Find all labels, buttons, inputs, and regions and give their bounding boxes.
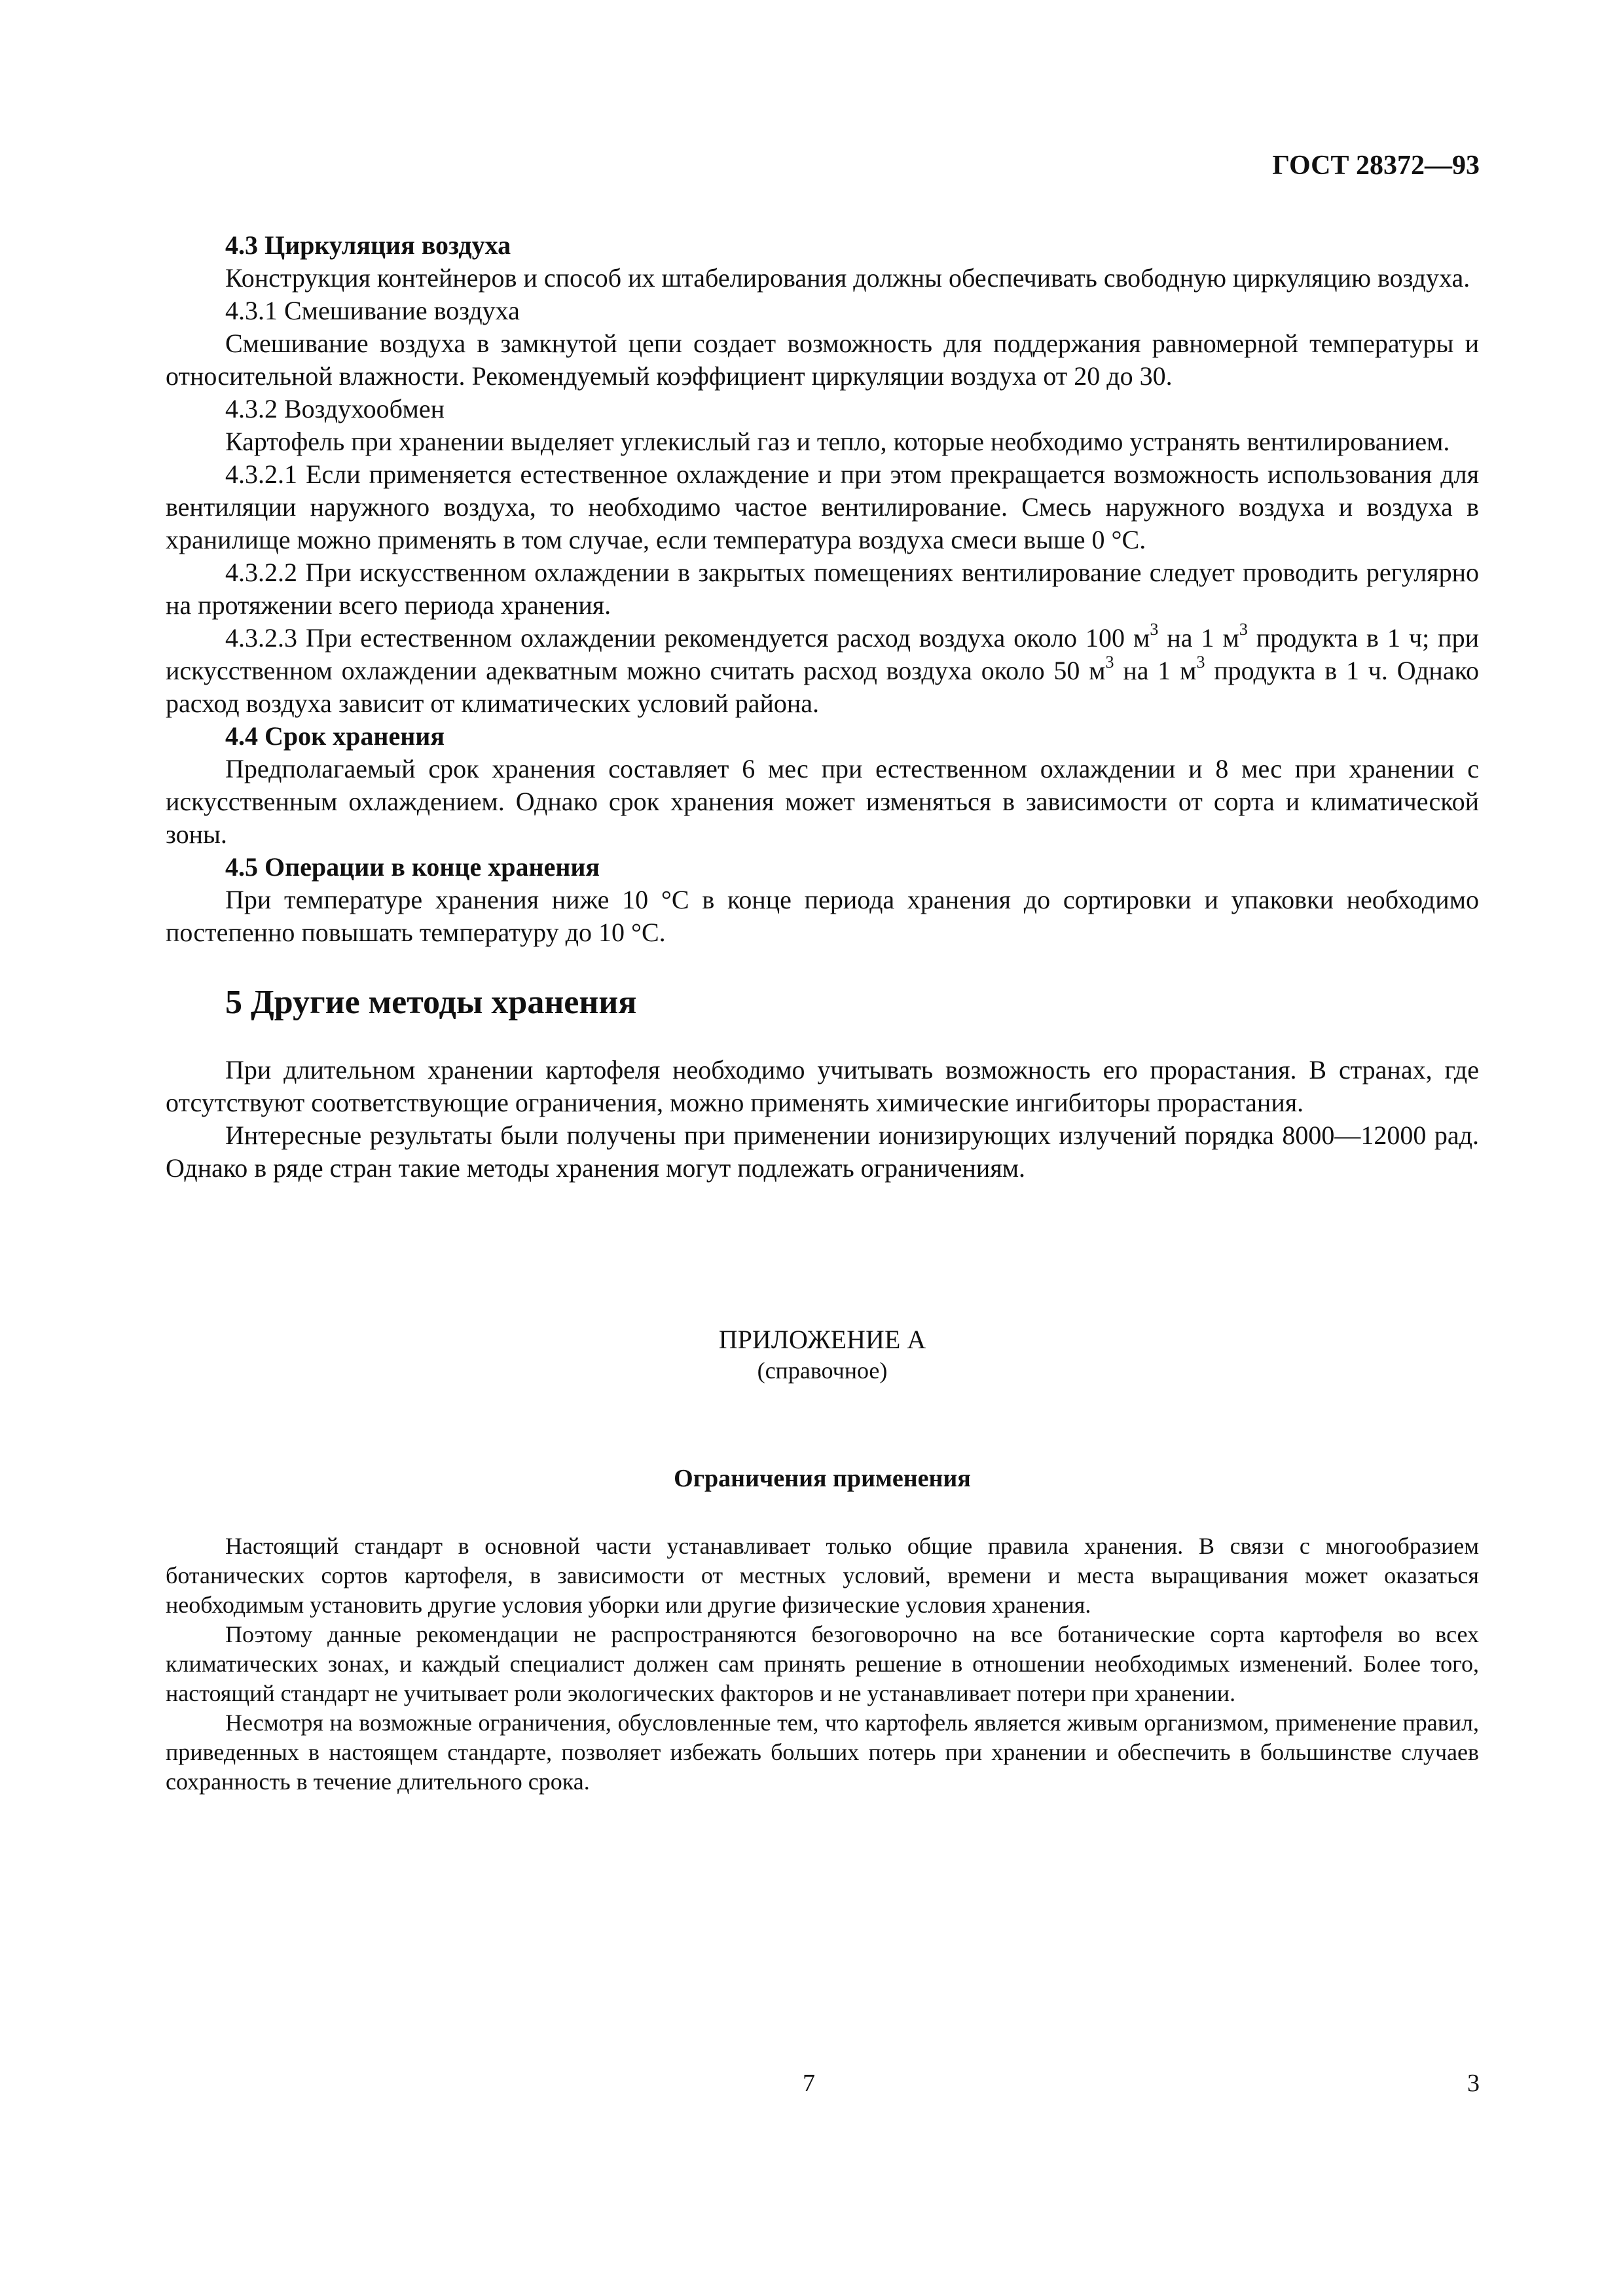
text-run: продукта в 1 ч. Однако расход воздуха зависит от климатических условий района.: [166, 656, 1479, 718]
section-4-3-2-text: Картофель при хранении выделяет углекислый газ и тепло, которые необходимо устранять вентилированием.: [225, 427, 1450, 456]
text-run: на 1 м: [1158, 623, 1239, 653]
section-5-heading: 5 Другие методы хранения: [225, 984, 637, 1021]
section-4-3-1-heading: 4.3.1 Смешивание воздуха: [225, 296, 520, 325]
standard-code: ГОСТ 28372—93: [1272, 151, 1480, 181]
superscript: 3: [1105, 652, 1114, 672]
section-4-3-2-heading: 4.3.2 Воздухообмен: [225, 394, 445, 423]
appendix-paragraph-2: Поэтому данные рекомендации не распространяются безоговорочно на все ботанические сорта картофеля во всех климатических зонах, и каждый специалист должен сам принять решение в отношении необходимых изменений. Более того, настоящий стандарт не учитывает роли экологических факторов и не устанавливает потери при хранении.: [166, 1621, 1479, 1706]
document-body: [166, 229, 1479, 1797]
page-number-center: 7: [803, 2070, 815, 2097]
appendix-title: Ограничения применения: [674, 1465, 971, 1492]
section-4-5-text: При температуре хранения ниже 10 °С в конце периода хранения до сортировки и упаковки необходимо постепенно повышать температуру до 10 °С.: [166, 885, 1479, 947]
appendix-kind: (справочное): [757, 1357, 888, 1384]
superscript: 3: [1239, 619, 1248, 639]
text-run: на 1 м: [1114, 656, 1197, 685]
section-4-4-text: Предполагаемый срок хранения составляет 6 мес при естественном охлаждении и 8 мес при хранении с искусственным охлаждением. Однако срок хранения может изменяться в зависимости от сорта и климатической зоны.: [166, 754, 1479, 849]
section-4-3-heading: 4.3 Циркуляция воздуха: [225, 230, 511, 260]
page-number-right: 3: [1467, 2070, 1480, 2097]
superscript: 3: [1196, 652, 1205, 672]
appendix-paragraph-1: Настоящий стандарт в основной части устанавливает только общие правила хранения. В связи с многообразием ботанических сортов картофеля, в зависимости от местных условий, времени и места выращивания может оказаться необходимым установить другие условия уборки или другие физические условия хранения.: [166, 1533, 1479, 1618]
text-run: 4.3.2.3 При естественном охлаждении рекомендуется расход воздуха около 100 м: [225, 623, 1150, 653]
section-5-paragraph-1: При длительном хранении картофеля необходимо учитывать возможность его прорастания. В странах, где отсутствуют соответствующие ограничения, можно применять химические ингибиторы прорастания.: [166, 1055, 1479, 1117]
section-4-3-2-1: 4.3.2.1 Если применяется естественное охлаждение и при этом прекращается возможность использования для вентиляции наружного воздуха, то необходимо частое вентилирование. Смесь наружного воздуха и воздуха в хранилище можно применять в том случае, если температура воздуха смеси выше 0 °С.: [166, 459, 1479, 554]
appendix-header: [166, 1323, 1479, 1385]
section-4-3-text: Конструкция контейнеров и способ их штабелирования должны обеспечивать свободную циркуляцию воздуха.: [225, 263, 1470, 293]
appendix-body: [166, 1532, 1479, 1797]
section-5-paragraph-2: Интересные результаты были получены при применении ионизирующих излучений порядка 8000—12000 рад. Однако в ряде стран такие методы хранения могут подлежать ограничениям.: [166, 1121, 1479, 1183]
section-4-3-2-3: [166, 619, 1479, 720]
section-4-5-heading: 4.5 Операции в конце хранения: [225, 852, 600, 882]
appendix-label: ПРИЛОЖЕНИЕ А: [718, 1325, 926, 1354]
section-4-3-1-text: Смешивание воздуха в замкнутой цепи создает возможность для поддержания равномерной температуры и относительной влажности. Рекомендуемый коэффициент циркуляции воздуха от 20 до 30.: [166, 329, 1479, 391]
text-run: продукта в 1 ч; при искусственном охлаждении адекватным можно считать расход воздуха около 50 м: [166, 623, 1479, 685]
superscript: 3: [1150, 619, 1159, 639]
section-4-3-2-2: 4.3.2.2 При искусственном охлаждении в закрытых помещениях вентилирование следует проводить регулярно на протяжении всего периода хранения.: [166, 558, 1479, 620]
appendix-paragraph-3: Несмотря на возможные ограничения, обусловленные тем, что картофель является живым организмом, применение правил, приведенных в настоящем стандарте, позволяет избежать больших потерь при хранении и обеспечить в большинстве случаев сохранность в течение длительного срока.: [166, 1710, 1479, 1795]
section-4-4-heading: 4.4 Срок хранения: [225, 721, 445, 751]
